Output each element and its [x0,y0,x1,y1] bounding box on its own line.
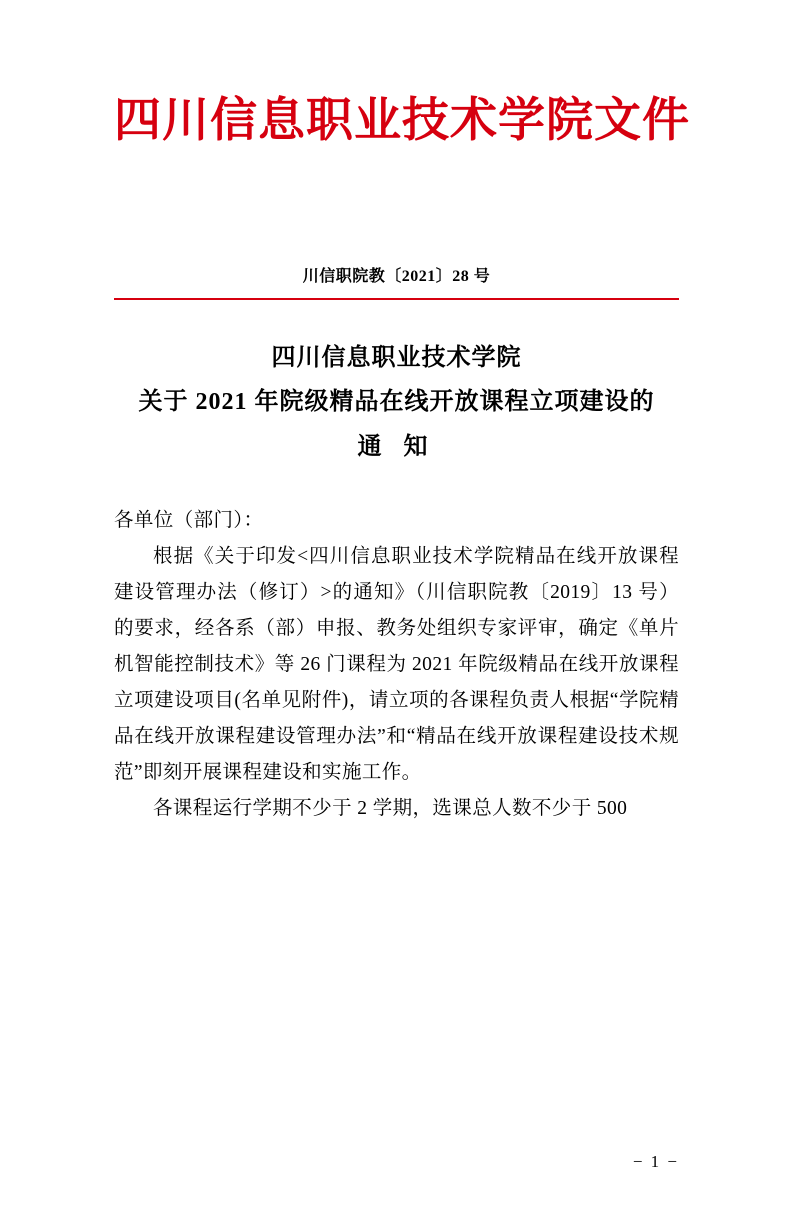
institution-title: 四川信息职业技术学院文件 [114,93,690,148]
page-number: − 1 − [632,1152,679,1171]
document-number: 川信职院教〔2021〕28 号 [302,267,491,285]
red-divider-rule [114,298,679,300]
salutation: 各单位（部门）： [114,509,264,531]
title-line-2: 关于 2021 年院级精品在线开放课程立项建设的 [138,389,655,416]
body-paragraph-1: 根据《关于印发<四川信息职业技术学院精品在线开放课程建设管理办法（修订）>的通知》（川信职院教〔2019〕13 号）的要求，经各系（部）申报、教务处组织专家评审，确定《单片机智能控制技术》等 26 门课程为 2021 年院级精品在线开放课程立项建设项目(名单见附件)，请立项的各课程负责人根据“学院精品在线开放课程建设管理办法”和“精品在线开放课程建设技术规范”即刻开展课程建设和实施工作。 [114,545,679,784]
body-paragraph-2: 各课程运行学期不少于 2 学期，选课总人数不少于 500 [153,798,628,820]
title-line-3: 通 知 [357,433,436,460]
document-header [114,92,690,151]
document-title-block [114,336,679,469]
document-page [0,92,793,1214]
title-line-1: 四川信息职业技术学院 [271,344,522,371]
document-body [114,503,679,828]
